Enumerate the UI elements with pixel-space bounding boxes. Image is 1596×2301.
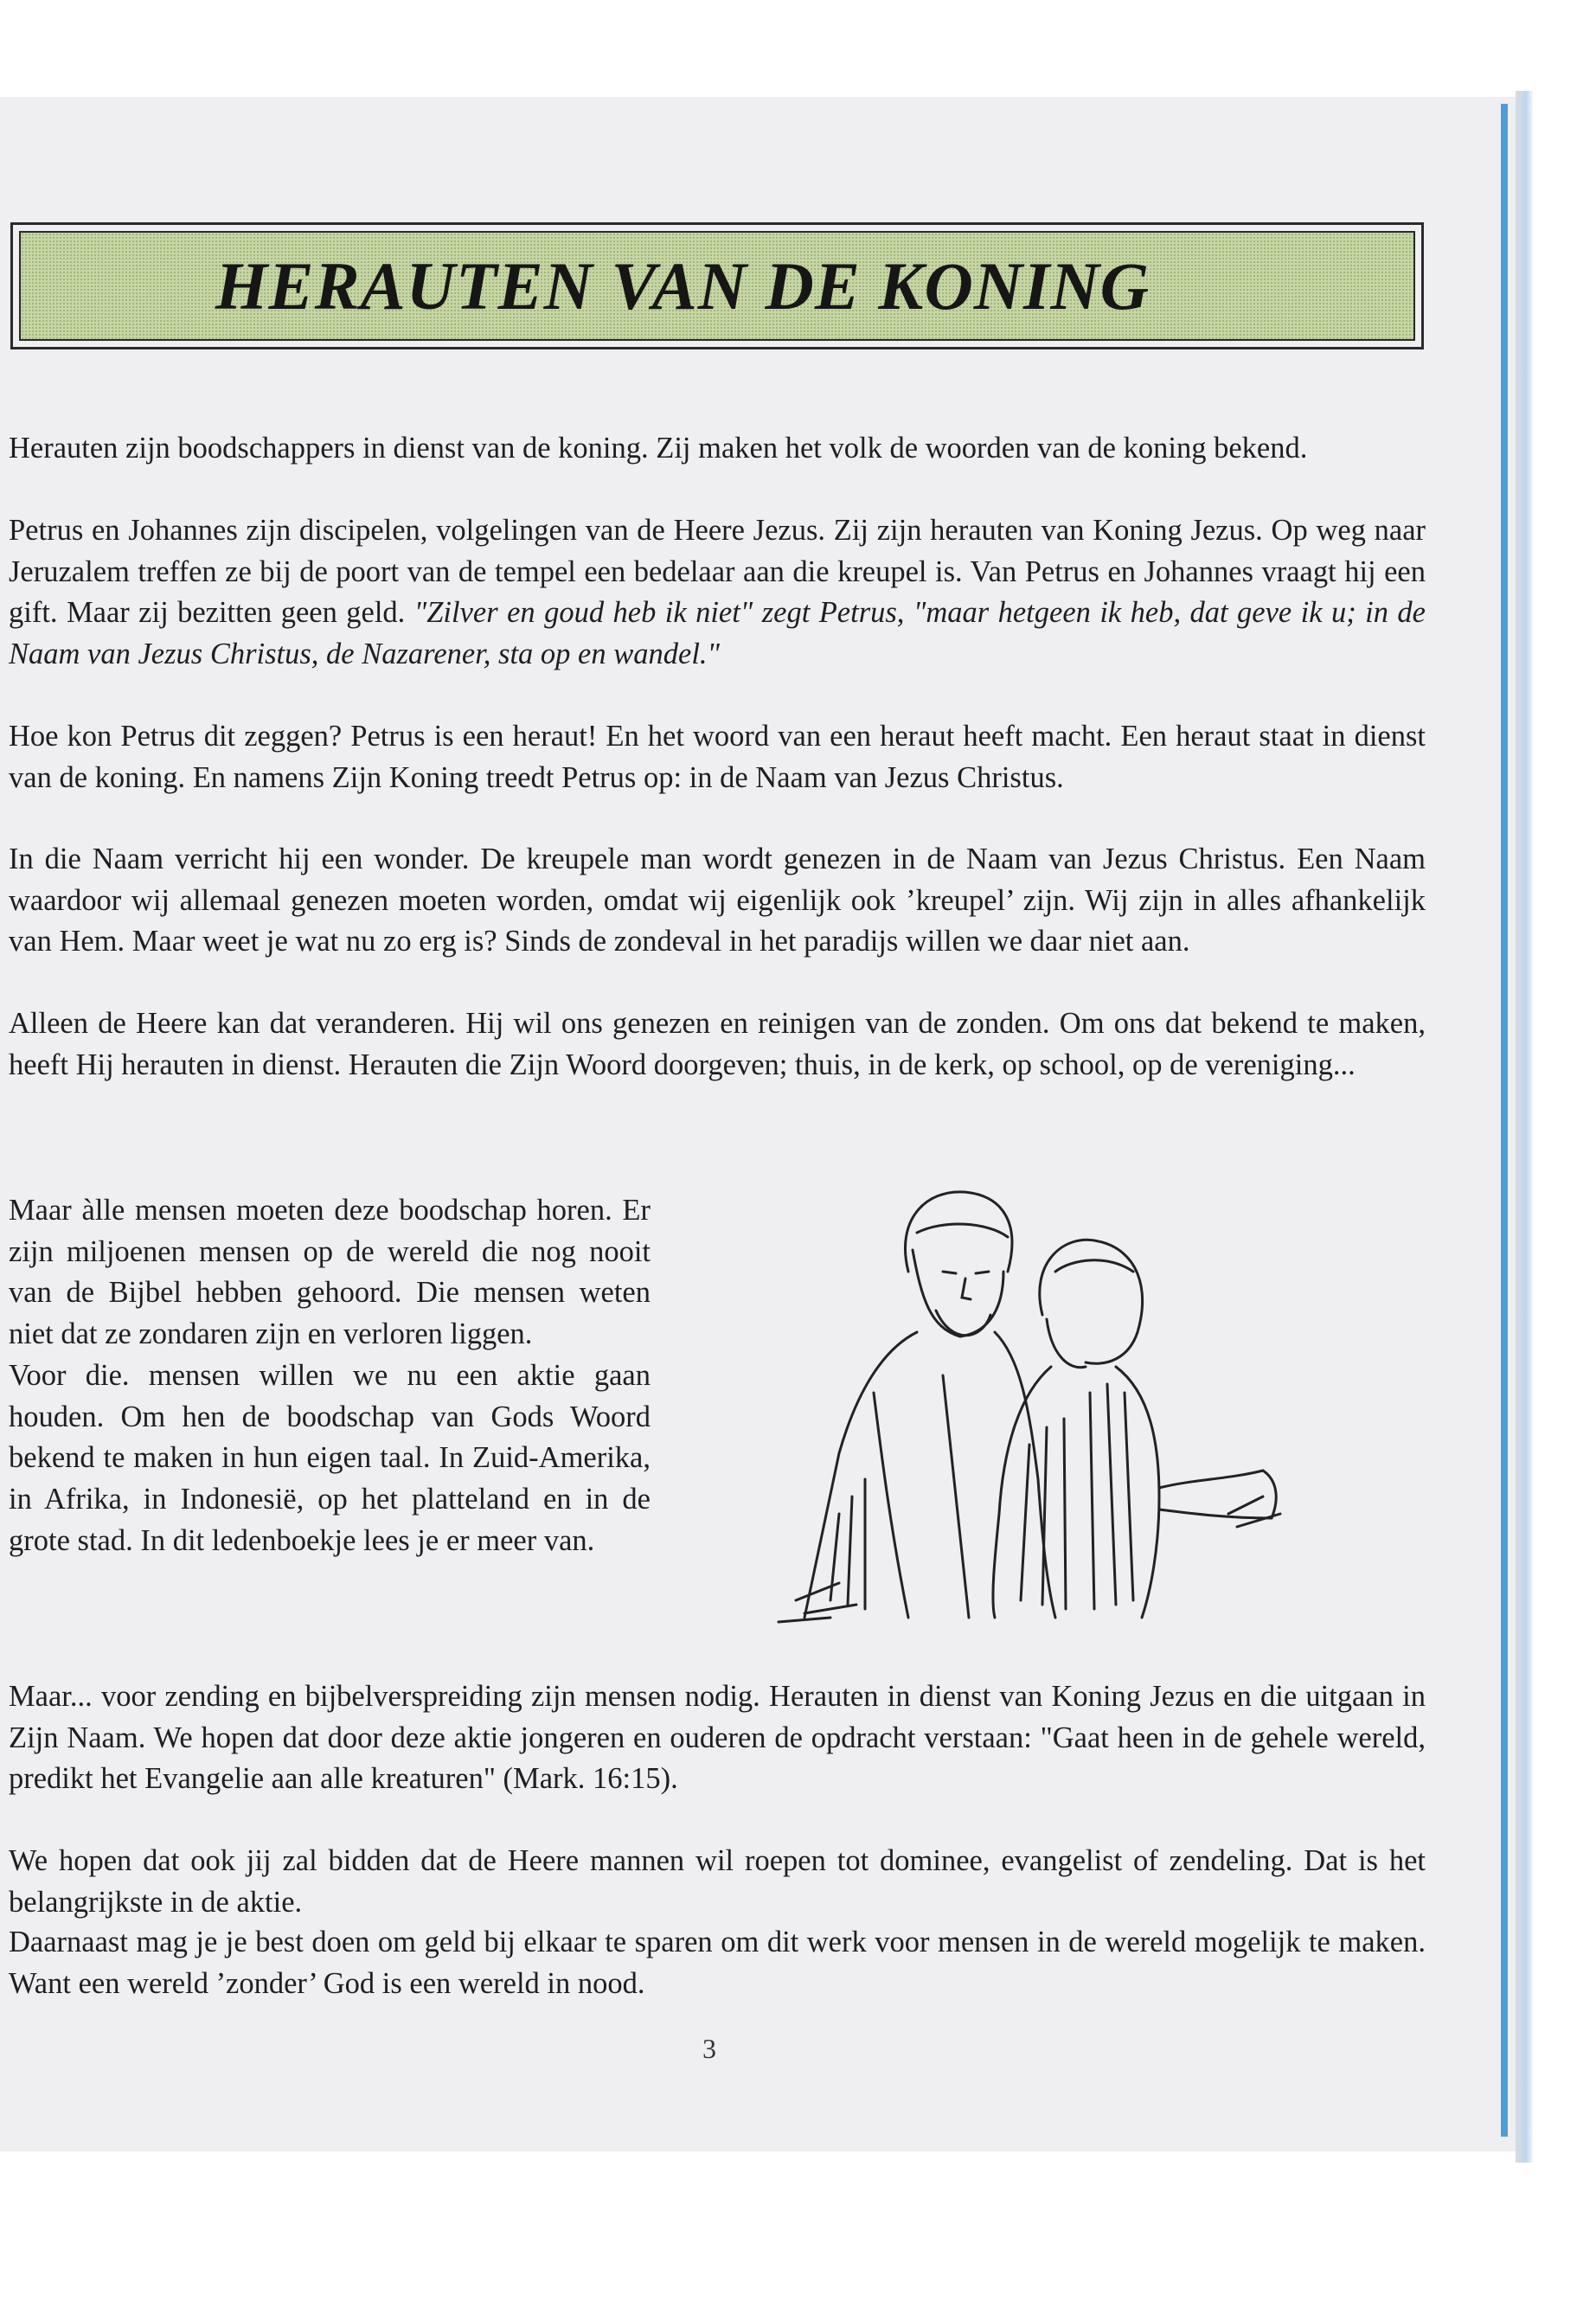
paragraph-heraut: Hoe kon Petrus dit zeggen? Petrus is een heraut! En het woord van een heraut heeft macht. Een heraut staat in dienst van de koning. En namens Zijn Koning treedt Petrus op: in de Naam van Jezus Christus. — [9, 720, 1426, 794]
column-text — [9, 1190, 651, 1561]
page-title: HERAUTEN VAN DE KONING — [215, 247, 1151, 324]
paragraph-aktie: Voor die. mensen willen we nu een aktie gaan houden. Om hen de boodschap van Gods Woord bekend te maken in hun eigen taal. In Zuid-Amerika, in Afrika, in Indonesië, op het platteland en in de grote stad. In dit ledenboekje lees je er meer van. — [9, 1358, 651, 1557]
petrus-quote: "Zilver en goud heb ik niet" zegt Petrus, "maar hetgeen ik heb, dat geve ik u; in de Naam van Jezus Christus, de Nazarener, sta op en wandel." — [9, 596, 1426, 670]
paragraph-intro: Herauten zijn boodschappers in dienst van de koning. Zij maken het volk de woorden van de koning bekend. — [9, 432, 1308, 465]
paragraph-zending: Maar... voor zending en bijbelverspreiding zijn mensen nodig. Herauten in dienst van Koning Jezus en die uitgaan in Zijn Naam. We hopen dat door deze aktie jongeren en ouderen de opdracht verstaan: "Gaat heen in de gehele wereld, predikt het Evangelie aan alle kreaturen" (Mark. 16:15). — [9, 1680, 1426, 1795]
binder-strip — [1501, 104, 1508, 2137]
illustration-petrus-johannes — [744, 1168, 1298, 1635]
paragraph-geld: Daarnaast mag je je best doen om geld bij elkaar te sparen om dit werk voor mensen in de wereld mogelijk te maken. Want een wereld ’zonder’ God is een wereld in nood. — [9, 1926, 1426, 2000]
paragraph-alle-mensen: Maar àlle mensen moeten deze boodschap horen. Er zijn miljoenen mensen op de wereld die nog nooit van de Bijbel hebben gehoord. Die mensen weten niet dat ze zondaren zijn en verloren liggen. — [9, 1194, 651, 1351]
title-banner-inner — [19, 231, 1415, 341]
paragraph-wonder: In die Naam verricht hij een wonder. De kreupele man wordt genezen in de Naam van Jezus Christus. Een Naam waardoor wij allemaal genezen moeten worden, omdat wij eigenlijk ook ’kreupel’ zijn. Wij zijn in alles afhankelijk van Hem. Maar weet je wat nu zo erg is? Sinds de zondeval in het paradijs willen we daar niet aan. — [9, 843, 1426, 958]
paragraph-verandering: Alleen de Heere kan dat veranderen. Hij wil ons genezen en reinigen van de zonden. Om ons dat bekend te maken, heeft Hij herauten in dienst. Herauten die Zijn Woord doorgeven; thuis, in de kerk, op school, op de vereniging... — [9, 1007, 1426, 1081]
paragraph-bidden: We hopen dat ook jij zal bidden dat de Heere mannen wil roepen tot dominee, evangelist of zendeling. Dat is het belangrijkste in de aktie. — [9, 1844, 1426, 1919]
page-edge — [1516, 91, 1533, 2163]
paragraph-petrus-text: Petrus en Johannes zijn discipelen, volgelingen van de Heere Jezus. Zij zijn herauten van Koning Jezus. Op weg naar Jeruzalem treffen ze bij de poort van de tempel een bedelaar aan die kreupel is. Van Petrus en Johannes vraagt hij een gift. Maar zij bezitten geen geld. — [9, 514, 1426, 629]
paragraph-petrus-johannes — [9, 510, 1426, 675]
title-banner — [10, 222, 1424, 349]
page-number: 3 — [702, 2033, 716, 2064]
